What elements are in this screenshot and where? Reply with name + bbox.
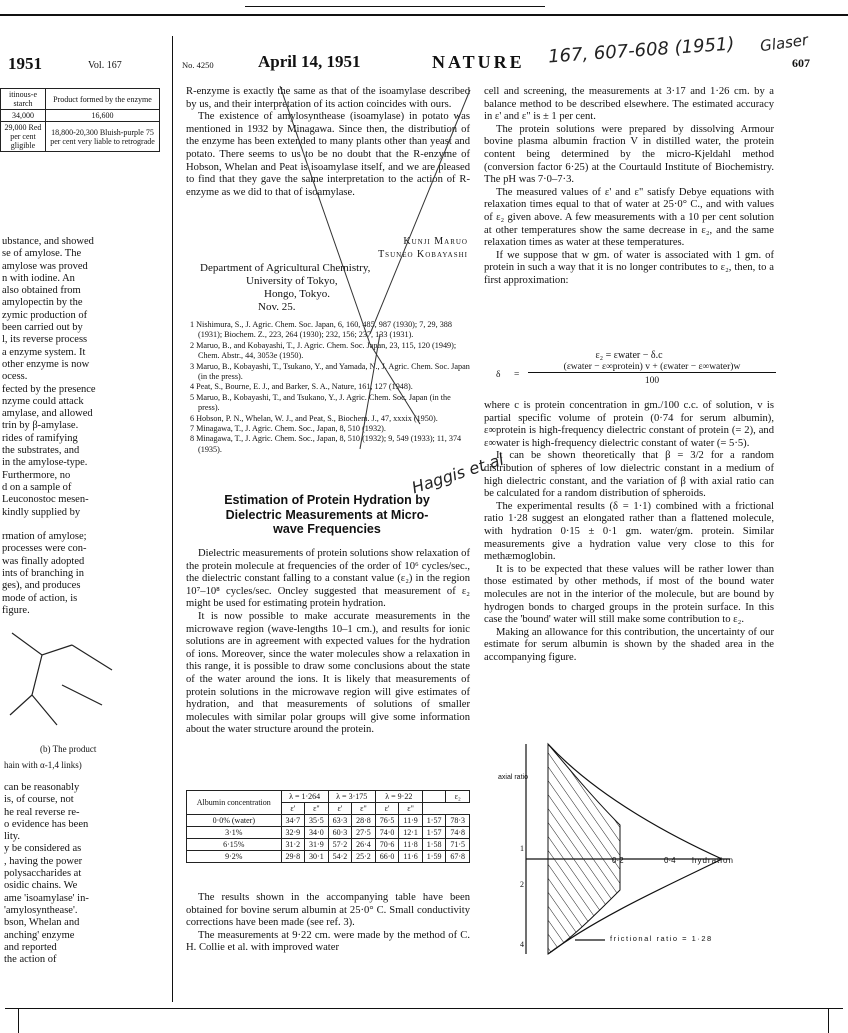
paragraph: Dielectric measurements of protein solutions show relaxation of the protein molecule at frequencies of the order of 10⁶ cycles/sec., the dielectric constant falling to a constant value (ε₂) in the region 10⁷–10⁸ cycles/sec. Oncley suggested that measurement of ε₂ might be used for estimating protein hydration.: [186, 548, 470, 610]
left-strip-line: amylase, and allowed: [2, 408, 93, 420]
figure-y-tick: 1: [520, 844, 524, 853]
equation-1: ε₂ = εwater − δ.c: [595, 350, 663, 361]
left-strip-line: ges), and produces: [2, 580, 81, 592]
figure-x-tick: 0·4: [664, 856, 676, 865]
table-row: [187, 839, 470, 851]
left-table-cell: 16,600: [46, 110, 160, 122]
left-strip-line: ubstance, and showed: [2, 236, 94, 247]
title-line: Dielectric Measurements at Micro-: [225, 507, 429, 522]
table-cell: 1·57: [422, 815, 446, 827]
paragraph: It is to be expected that these values will be rather lower than those estimated by other methods, if most of the bound water molecules are not in the interior of the molecule, but are bound by hydrogen bonds to charged groups in the protein surface. In this case the 'bound' water will still make some contribution to ε₂.: [484, 563, 774, 626]
table-cell: 60·3: [328, 827, 352, 839]
table-row-label: 6·15%: [187, 839, 282, 851]
left-figure-caption-2: hain with α-1,4 links): [4, 760, 82, 770]
reference-item: 2 Maruo, B., and Kobayashi, T., J. Agric. Chem. Soc. Japan, 23, 115, 120 (1949); Chem. Abstr., 44, 3053e (1950).: [190, 340, 457, 361]
left-table-head-2: Product formed by the enzyme: [46, 89, 160, 110]
table-cell: 54·2: [328, 851, 352, 863]
paragraph: The measured values of ε' and ε" satisfy Debye equations with relaxation times equal to that of water at 25·0° C., and with values of ε₂ given above. A few measurements with a 10 per cent solution at other temperatures show the same decrease in ε₂, and the same relaxation times as water at these temperatures.: [484, 186, 774, 249]
left-table-cell: 29,000 Red per cent gligible: [1, 122, 46, 152]
left-strip-line: 'amylosynthease'.: [4, 904, 78, 916]
table-row: [187, 815, 470, 827]
eq-delta: δ: [496, 370, 501, 380]
issue-number: No. 4250: [182, 60, 214, 70]
branching-sketch: [2, 625, 152, 735]
table-cell: 71·5: [446, 839, 470, 851]
table-cell: 25·2: [352, 851, 376, 863]
table-group-header: ε₂: [446, 791, 470, 803]
table-row: [187, 851, 470, 863]
eq-equals: =: [514, 370, 520, 380]
left-strip-line: the action of: [4, 954, 57, 966]
handwritten-citation: 167, 607-608 (1951): [547, 33, 736, 68]
table-cell: 1·58: [422, 839, 446, 851]
article-body: [186, 548, 470, 737]
left-strip-line: figure.: [2, 604, 30, 616]
results-table: [186, 790, 470, 863]
left-figure-caption: (b) The product: [40, 744, 97, 754]
paragraph: It is now possible to make accurate measurements in the microwave region (wave-lengths 10–1 cm.), and results for ionic solutions are in agreement with expected values for the hydration of ions. Moreover, since the water molecules show a relaxation in this range, it is possible to draw some conclusions about the state of the water around the ions. It is likely that measurements of protein solutions in the microwave region will give estimates of hydration, and that measurements of solutions of smaller molecules with similar polar groups will give some information about the water structure around the protein.: [186, 610, 470, 736]
left-strip-line: was finally adopted: [2, 555, 85, 567]
column-3-text: [484, 86, 774, 288]
left-strip-line: y be considered as: [4, 843, 82, 855]
table-cell: 1·57: [422, 827, 446, 839]
table-cell: 1·59: [422, 851, 446, 863]
column-3-text-continued: [484, 400, 774, 664]
figure-x-tick: 0·2: [612, 856, 624, 865]
left-strip-table: [0, 88, 160, 152]
left-strip-line: lity.: [4, 831, 20, 843]
left-strip-line: is, of course, not: [4, 794, 74, 806]
paragraph: The results shown in the accompanying table have been obtained for bovine serum albumin at 25·0° C. Small conductivity corrections have been made (see ref. 3).: [186, 892, 470, 929]
eq-numerator: (εwater − ε∞protein) v + (εwater − ε∞water)w: [528, 362, 776, 373]
paragraph: The protein solutions were prepared by dissolving Armour bovine plasma albumin fraction V in distilled water, the protein content being determined by the micro-Kjeldahl method (conversion factor 6·25) at the Courtauld Institute of Biochemistry. The pH was 7·0–7·3.: [484, 123, 774, 186]
left-strip-line: , having the power: [4, 855, 83, 867]
table-subheader: ε": [399, 803, 423, 815]
left-strip-line: Furthermore, no: [2, 469, 71, 481]
handwritten-name: Glaser: [758, 30, 810, 56]
left-table-cell: 18,800-20,300 Bluish-purple 75 per cent very liable to retrograde: [46, 122, 160, 152]
left-strip-line: ocess.: [2, 371, 28, 383]
table-cell: 31·9: [305, 839, 329, 851]
left-strip-line: polysaccharides at: [4, 868, 82, 880]
reference-item: 8 Minagawa, T., J. Agric. Chem. Soc., Japan, 8, 510 (1932); 9, 549 (1933); 11, 374 (1935).: [190, 434, 462, 454]
table-cell: 12·1: [399, 827, 423, 839]
left-page-year: 1951: [8, 54, 42, 73]
left-strip-line: bson, Whelan and: [4, 917, 80, 929]
table-cell: 11·9: [399, 815, 423, 827]
article-title: [182, 493, 472, 537]
left-strip-line: ints of branching in: [2, 568, 84, 580]
table-cell: 27·5: [352, 827, 376, 839]
handwritten-margin-note: Haggis et al: [409, 449, 507, 498]
left-strip-line: he real reverse re-: [4, 806, 80, 818]
article-body-continued: [186, 892, 470, 955]
figure-legend: frictional ratio = 1·28: [610, 934, 713, 943]
table-cell: 34·7: [281, 815, 305, 827]
left-strip-line: can be reasonably: [4, 782, 80, 793]
table-cell: 66·0: [375, 851, 399, 863]
table-cell: 74·8: [446, 827, 470, 839]
affiliation-line: Hongo, Tokyo.: [264, 288, 330, 300]
left-page-volume: Vol. 167: [88, 60, 122, 71]
left-strip-line: nzyme could attack: [2, 395, 84, 407]
table-cell: 26·4: [352, 839, 376, 851]
table-subheader: ε": [305, 803, 329, 815]
strikethrough-mark: [180, 84, 480, 454]
left-strip-line: amylopectin by the: [2, 297, 83, 309]
title-line: wave Frequencies: [273, 522, 381, 536]
left-strip-line: the substrates, and: [2, 445, 80, 457]
left-strip-line: mode of action, is: [2, 592, 78, 604]
paragraph: cell and screening, the measurements at 3·17 and 1·26 cm. by a balance method to be described elsewhere. The estimated accuracy in ε' and ε" is ± 1 per cent.: [484, 86, 774, 123]
left-strip-line: a enzyme system. It: [2, 346, 86, 358]
table-cell: 35·5: [305, 815, 329, 827]
left-strip-line: Leuconostoc mesen-: [2, 494, 89, 506]
author-2: Tsuneo Kobayashi: [378, 249, 468, 260]
left-table-head-1: itinous-e starch: [1, 89, 46, 110]
left-strip-line: l, its reverse process: [2, 334, 88, 346]
figure-y-tick: 4: [520, 940, 524, 949]
left-strip-line: zymic production of: [2, 309, 88, 321]
table-header: Albumin concentration: [187, 791, 282, 815]
figure-x-label: hydration: [692, 856, 734, 865]
table-cell: 28·8: [352, 815, 376, 827]
figure-y-tick: 2: [520, 880, 524, 889]
left-strip-bottom-text: [4, 782, 154, 966]
table-subheader: ε": [352, 803, 376, 815]
page-number: 607: [792, 56, 810, 70]
paragraph: where c is protein concentration in gm./100 c.c. of solution, v is partial specific volume of protein (0·74 for serum albumin), ε∞protein is high-frequency dielectric constant of protein (= 2), and ε∞water is high-frequency dielectric constant of water (= 5·5).: [484, 400, 774, 449]
table-cell: 74·0: [375, 827, 399, 839]
table-cell: 29·8: [281, 851, 305, 863]
left-strip-line: osidic chains. We: [4, 880, 78, 892]
paragraph: It can be shown theoretically that β = 3/2 for a random distribution of spheres of low dielectric constant in a medium of high dielectric constant, and the variation of β with axial ratio can be calculated for a random distribution of spheroids.: [484, 450, 774, 500]
paragraph: If we suppose that w gm. of water is associated with 1 gm. of protein in such a way that it is no longer contributes to ε₂, then, to a first approximation:: [484, 249, 774, 286]
left-strip-line: amylose was proved: [2, 260, 88, 272]
table-row-label: 9·2%: [187, 851, 282, 863]
reference-item: 1 Nishimura, S., J. Agric. Chem. Soc. Japan, 6, 160, 485, 987 (1930); 7, 29, 388 (1931); Biochem. Z., 223, 264 (1930); 232, 156; 237, 133 (1931).: [190, 320, 452, 340]
table-subheader: ε': [328, 803, 352, 815]
paragraph: The experimental results (δ = 1·1) combined with a frictional ratio 1·28 suggest an elongated rather than a flattened molecule, with hydration 0·15 ± 0·1 gm. water/gm. protein. Similar measurements give a hydration value very close to this for methæmoglobin.: [484, 500, 774, 563]
paragraph: Making an allowance for this contribution, the uncertainty of our estimate for serum albumin is shown by the shaded area in the accompanying figure.: [484, 626, 774, 663]
left-strip-line: rmation of amylose;: [2, 531, 87, 543]
affiliation-line: Department of Agricultural Chemistry,: [200, 262, 371, 274]
table-cell: 11·6: [399, 851, 423, 863]
left-strip-line: [2, 519, 152, 531]
table-cell: 70·6: [375, 839, 399, 851]
left-strip-line: also obtained from: [2, 285, 81, 297]
left-strip-line: kindly supplied by: [2, 506, 81, 518]
eq-denominator: 100: [644, 376, 660, 386]
issue-date: April 14, 1951: [258, 52, 361, 71]
table-cell: 63·3: [328, 815, 352, 827]
affiliation-line: Nov. 25.: [258, 301, 296, 313]
title-line: Estimation of Protein Hydration by: [224, 493, 430, 507]
paragraph: The existence of amylosynthease (isoamylase) in potato was mentioned in 1932 by Minagawa. Since then, the distribution of the enzyme has been extended to many plants other than yeast and potato. There seems to us to be no doubt that the R-enzyme of Hobson, Whelan and Peat is isoamylase itself, and we are pleased to find that they gave the same interpretation to the action of R-enzyme as we did to that of isoamylase.: [186, 111, 470, 198]
left-table-cell: 34,000: [1, 110, 46, 122]
reference-item: 5 Maruo, B., Kobayashi, T., and Tsukano, Y., J. Agric. Chem. Soc. Japan (in the press).: [190, 392, 451, 413]
table-cell: 78·3: [446, 815, 470, 827]
reference-item: 7 Minagawa, T., J. Agric. Chem. Soc., Japan, 8, 510 (1932).: [190, 424, 386, 434]
table-group-header: λ = 1·264: [281, 791, 328, 803]
left-strip-line: se of amylose. The: [2, 248, 82, 260]
left-strip-line: trin by β-amylase.: [2, 420, 79, 432]
table-cell: 31·2: [281, 839, 305, 851]
reference-item: 6 Hobson, P. N., Whelan, W. J., and Peat, S., Biochem. J., 47, xxxix (1950).: [190, 413, 438, 423]
table-group-header: λ = 9·22: [375, 791, 422, 803]
reference-item: 3 Maruo, B., Kobayashi, T., Tsukano, Y., and Yamada, N., J. Agric. Chem. Soc. Japan (in the press).: [190, 361, 470, 382]
left-strip-line: n with iodine. An: [2, 272, 75, 284]
table-group-header: [422, 791, 446, 803]
table-cell: 30·1: [305, 851, 329, 863]
paragraph: The measurements at 9·22 cm. were made by the method of C. H. Collie et al. with improved water: [186, 929, 470, 954]
table-cell: 32·9: [281, 827, 305, 839]
left-strip-line: o evidence has been: [4, 818, 89, 830]
affiliation-line: University of Tokyo,: [246, 275, 338, 287]
figure-y-label: axial ratio: [498, 774, 528, 781]
author-1: Kunji Maruo: [403, 236, 468, 247]
left-strip-line: rides of ramifying: [2, 432, 78, 444]
shaded-region: [548, 744, 620, 954]
table-row-label: 3·1%: [187, 827, 282, 839]
left-strip-text: [2, 236, 152, 617]
journal-name: NATURE: [432, 52, 525, 72]
table-group-header: λ = 3·175: [328, 791, 375, 803]
table-subheader: ε': [281, 803, 305, 815]
table-subheader: ε': [375, 803, 399, 815]
left-strip-line: and reported: [4, 941, 57, 953]
table-cell: 57·2: [328, 839, 352, 851]
left-strip-line: been carried out by: [2, 322, 83, 334]
left-strip-line: d on a sample of: [2, 481, 72, 493]
table-cell: 76·5: [375, 815, 399, 827]
table-cell: 34·0: [305, 827, 329, 839]
hydration-figure: [490, 740, 750, 965]
left-strip-line: processes were con-: [2, 543, 87, 555]
table-cell: 11·8: [399, 839, 423, 851]
left-strip-line: fected by the presence: [2, 383, 96, 395]
left-strip-line: ame 'isoamylase' in-: [4, 892, 89, 904]
left-strip-line: other enzyme is now: [2, 358, 90, 370]
table-row: [187, 827, 470, 839]
table-row-label: 0·0% (water): [187, 815, 282, 827]
reference-item: 4 Peat, S., Bourne, E. J., and Barker, S. A., Nature, 161, 127 (1948).: [190, 382, 413, 392]
left-strip-line: anching' enzyme: [4, 929, 75, 941]
table-cell: 67·8: [446, 851, 470, 863]
paragraph: R-enzyme is exactly the same as that of the isoamylase described by us, and their interpretation of its action coincides with ours.: [186, 86, 470, 110]
left-strip-line: in the amylose-type.: [2, 457, 88, 469]
